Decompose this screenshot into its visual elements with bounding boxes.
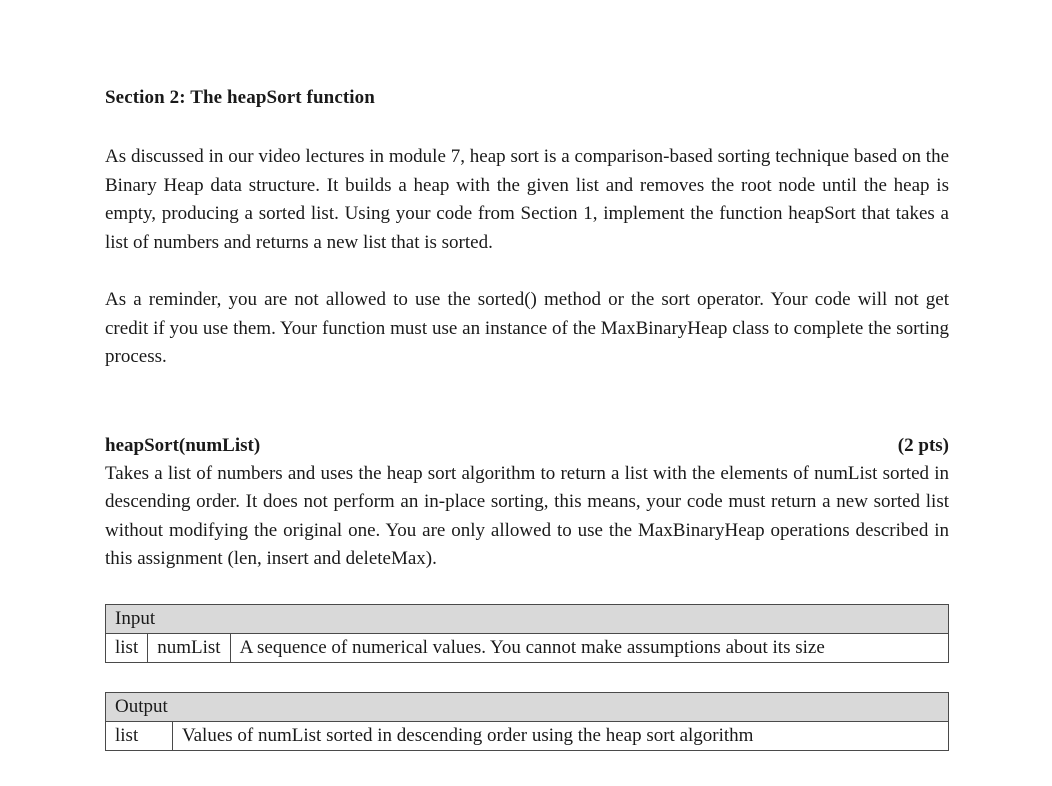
output-table-header: Output xyxy=(106,692,949,721)
output-description-cell: Values of numList sorted in descending order using the heap sort algorithm xyxy=(173,721,949,750)
table-row xyxy=(106,721,949,750)
reminder-paragraph: As a reminder, you are not allowed to use the sorted() method or the sort operator. Your code will not get credit if you use them. Your function must use an instance of the MaxBinaryHeap class to complete the sorting process. xyxy=(105,289,949,367)
input-type-cell: list xyxy=(106,633,148,662)
intro-paragraph: As discussed in our video lectures in module 7, heap sort is a comparison-based sorting technique based on the Binary Heap data structure. It builds a heap with the given list and removes the root node until the heap is empty, producing a sorted list. Using your code from Section 1, implement the function heapSort that takes a list of numbers and returns a new list that is sorted. xyxy=(105,146,949,253)
input-table-header: Input xyxy=(106,604,949,633)
function-description: Takes a list of numbers and uses the heap sort algorithm to return a list with the elements of numList sorted in descending order. It does not perform an in-place sorting, this means, your code must return a new sorted list without modifying the original one. You are only allowed to use the MaxBinaryHeap operations described in this assignment (len, insert and deleteMax). xyxy=(105,462,949,569)
input-table xyxy=(105,604,949,663)
document-page xyxy=(105,86,949,751)
function-header xyxy=(105,432,949,460)
input-description-cell: A sequence of numerical values. You cannot make assumptions about its size xyxy=(230,633,948,662)
input-name-cell: numList xyxy=(148,633,230,662)
input-table-header-row xyxy=(106,604,949,633)
output-type-cell: list xyxy=(106,721,173,750)
output-table xyxy=(105,692,949,751)
output-table-header-row xyxy=(106,692,949,721)
table-row xyxy=(106,633,949,662)
section-heading: Section 2: The heapSort function xyxy=(105,87,375,108)
function-points: (2 pts) xyxy=(897,434,949,456)
function-signature: heapSort(numList) xyxy=(105,434,261,456)
